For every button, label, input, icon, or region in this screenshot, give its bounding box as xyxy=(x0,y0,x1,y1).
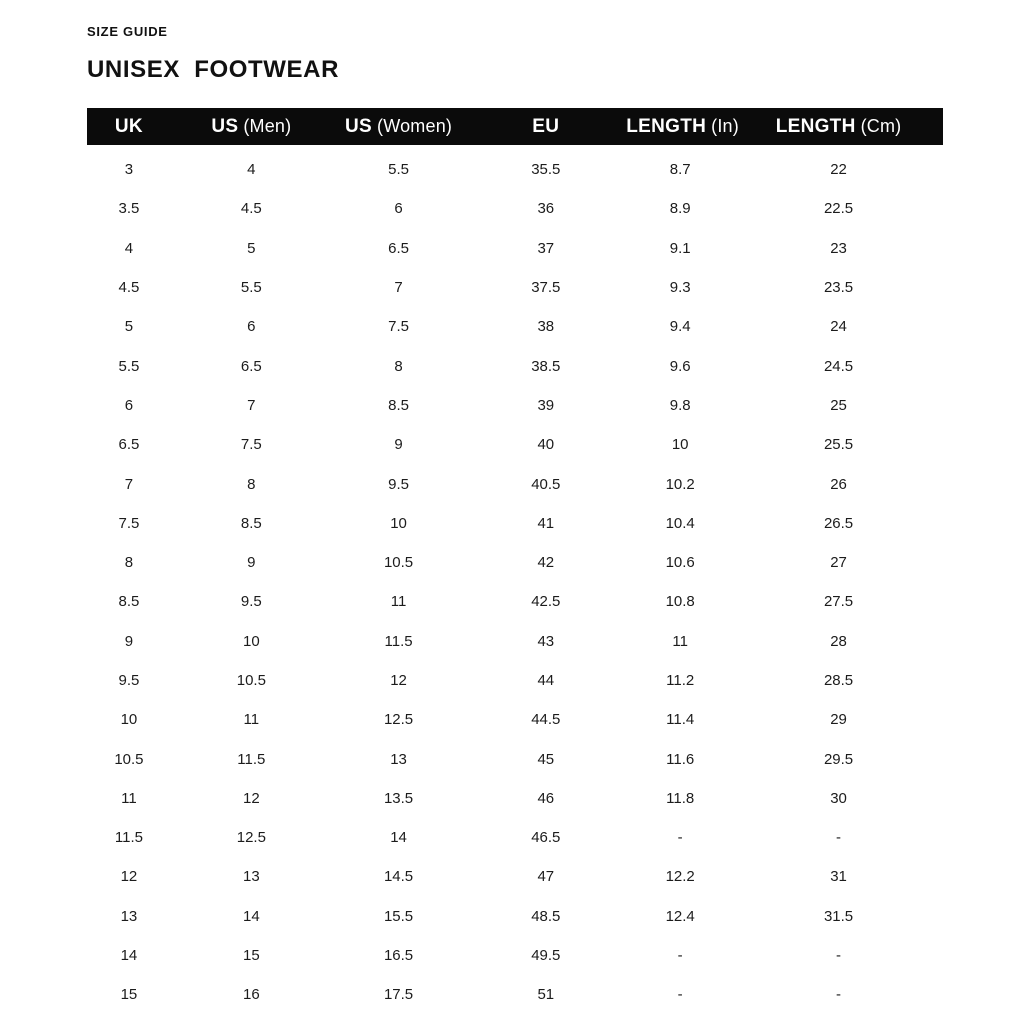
size-cell: 9 xyxy=(124,632,134,650)
size-cell: 38 xyxy=(537,318,555,336)
size-cell: 9.1 xyxy=(669,239,691,257)
column-header-us-men xyxy=(171,108,332,145)
size-cell: 47 xyxy=(537,868,555,886)
size-cell: - xyxy=(836,986,842,1004)
column-header-label: EU xyxy=(532,115,560,137)
size-cell: 4 xyxy=(247,161,256,179)
table-row xyxy=(87,150,943,189)
size-cell: 4.5 xyxy=(118,279,140,297)
table-row xyxy=(87,779,943,818)
size-cell: - xyxy=(677,986,683,1004)
size-cell: 9.6 xyxy=(669,357,691,375)
size-cell: - xyxy=(677,829,683,847)
size-cell: 11.2 xyxy=(666,672,695,689)
size-cell: 12.5 xyxy=(236,829,266,847)
size-cell: 14.5 xyxy=(383,868,414,886)
size-cell: 5.5 xyxy=(240,279,262,297)
size-cell: 10.4 xyxy=(665,514,695,532)
size-cell: 29.5 xyxy=(823,750,854,768)
size-cell: 9.5 xyxy=(388,475,409,493)
table-row xyxy=(87,425,943,464)
size-cell: 31 xyxy=(830,868,847,886)
size-cell: 7 xyxy=(124,475,134,493)
size-cell: 8 xyxy=(394,357,403,375)
size-cell: 49.5 xyxy=(531,947,561,965)
size-cell: 6.5 xyxy=(118,436,140,454)
size-cell: 5.5 xyxy=(388,161,409,179)
size-cell: 10.6 xyxy=(665,554,695,572)
size-cell: 41 xyxy=(537,514,555,532)
size-cell: 11.6 xyxy=(666,750,695,768)
size-cell: 40 xyxy=(537,436,555,454)
size-cell: 6 xyxy=(394,200,403,218)
size-cell: 27 xyxy=(830,554,847,572)
size-cell: 28.5 xyxy=(823,672,854,689)
size-cell: 26 xyxy=(830,475,847,493)
size-cell: 11.4 xyxy=(666,711,695,729)
size-table-body xyxy=(87,145,943,1015)
size-cell: 9 xyxy=(394,436,403,454)
size-cell: 15 xyxy=(242,947,260,965)
size-cell: 13.5 xyxy=(383,789,414,807)
size-cell: 9.5 xyxy=(118,672,140,689)
table-row xyxy=(87,229,943,268)
size-cell: 45 xyxy=(537,750,555,768)
size-cell: 30 xyxy=(830,789,847,807)
size-cell: 10.2 xyxy=(665,475,695,493)
size-cell: 24 xyxy=(830,318,847,336)
size-cell: 40.5 xyxy=(531,475,561,493)
size-cell: 9 xyxy=(247,554,256,572)
size-cell: 51 xyxy=(537,986,555,1004)
size-cell: 15.5 xyxy=(383,907,414,925)
page-title: UNISEX FOOTWEAR xyxy=(87,56,340,83)
column-header-uk xyxy=(87,108,171,145)
size-cell: 11.5 xyxy=(237,750,266,768)
size-cell: 44 xyxy=(537,672,555,689)
table-row xyxy=(87,543,943,582)
column-header-us-women xyxy=(332,108,466,145)
table-row xyxy=(87,189,943,228)
size-cell: 12 xyxy=(390,672,407,689)
size-cell: 5 xyxy=(124,318,134,336)
size-cell: 3.5 xyxy=(118,200,140,218)
size-cell: 28 xyxy=(830,632,847,650)
size-cell: 44.5 xyxy=(531,711,561,729)
size-cell: 25 xyxy=(830,396,847,414)
size-cell: 6.5 xyxy=(388,239,409,257)
size-cell: 31.5 xyxy=(823,907,854,925)
size-cell: 11 xyxy=(672,632,688,650)
size-cell: 12.5 xyxy=(383,711,414,729)
size-cell: 10.8 xyxy=(665,593,695,611)
size-cell: 8.5 xyxy=(388,396,409,414)
size-cell: 22 xyxy=(830,161,847,179)
size-cell: 8.7 xyxy=(669,161,691,179)
size-cell: 10 xyxy=(120,711,138,729)
size-cell: 25.5 xyxy=(823,436,854,454)
column-header-label: LENGTH xyxy=(626,115,707,137)
table-row xyxy=(87,936,943,975)
size-cell: 38.5 xyxy=(531,357,561,375)
column-header-length-in xyxy=(626,108,739,145)
size-cell: 9.3 xyxy=(669,279,691,297)
size-cell: 23.5 xyxy=(823,279,854,297)
column-header-sublabel: (Cm) xyxy=(860,115,902,136)
table-row xyxy=(87,622,943,661)
table-row xyxy=(87,739,943,778)
size-cell: 4.5 xyxy=(240,200,262,218)
size-cell: 17.5 xyxy=(383,986,414,1004)
table-row xyxy=(87,582,943,621)
size-cell: 5.5 xyxy=(118,357,140,375)
size-cell: 24.5 xyxy=(823,357,854,375)
size-cell: - xyxy=(677,947,683,965)
size-cell: 9.8 xyxy=(669,396,691,414)
table-row xyxy=(87,661,943,700)
size-cell: 3 xyxy=(124,161,134,179)
size-cell: 10 xyxy=(390,514,407,532)
column-header-sublabel: (In) xyxy=(711,115,739,136)
size-cell: 42 xyxy=(537,554,555,572)
table-row xyxy=(87,975,943,1014)
size-cell: 7 xyxy=(394,279,403,297)
size-cell: 8.9 xyxy=(669,200,691,218)
table-row xyxy=(87,346,943,385)
table-row xyxy=(87,268,943,307)
size-cell: 12.2 xyxy=(665,868,695,886)
size-cell: 46 xyxy=(537,789,555,807)
size-cell: 7.5 xyxy=(388,318,409,336)
size-cell: - xyxy=(836,947,842,965)
size-table xyxy=(87,108,943,1015)
size-cell: 8.5 xyxy=(118,593,140,611)
size-cell: 27.5 xyxy=(823,593,854,611)
size-cell: 16.5 xyxy=(383,947,414,965)
size-cell: 8 xyxy=(124,554,134,572)
size-cell: 23 xyxy=(830,239,847,257)
column-header-sublabel: (Women) xyxy=(377,115,453,136)
size-cell: 11 xyxy=(243,711,260,729)
header-row xyxy=(87,108,943,145)
column-header-label: US xyxy=(211,115,239,137)
size-cell: 39 xyxy=(537,396,555,414)
size-table-header xyxy=(87,108,943,145)
size-cell: 10.5 xyxy=(114,750,144,768)
size-cell: 5 xyxy=(247,239,256,257)
size-cell: 48.5 xyxy=(531,907,561,925)
size-cell: 7.5 xyxy=(118,514,140,532)
size-cell: 35.5 xyxy=(531,161,561,179)
size-cell: 42.5 xyxy=(531,593,561,611)
column-header-label: US xyxy=(345,115,373,137)
size-cell: 7 xyxy=(247,396,256,414)
size-cell: 14 xyxy=(120,947,138,965)
size-cell: 12 xyxy=(242,789,260,807)
size-cell: 11.8 xyxy=(666,789,695,807)
table-row xyxy=(87,700,943,739)
size-cell: 7.5 xyxy=(240,436,262,454)
size-cell: 11 xyxy=(390,593,407,611)
column-header-label: LENGTH xyxy=(775,115,856,137)
size-cell: 10.5 xyxy=(383,554,414,572)
table-row xyxy=(87,818,943,857)
table-row xyxy=(87,307,943,346)
table-row xyxy=(87,504,943,543)
size-cell: 12 xyxy=(120,868,138,886)
column-header-length-cm xyxy=(734,108,943,145)
size-cell: 13 xyxy=(120,907,138,925)
size-cell: 22.5 xyxy=(823,200,854,218)
size-cell: 15 xyxy=(120,986,138,1004)
size-cell: 12.4 xyxy=(665,907,695,925)
size-cell: 16 xyxy=(242,986,260,1004)
table-row xyxy=(87,386,943,425)
size-cell: 8 xyxy=(247,475,256,493)
size-cell: 8.5 xyxy=(240,514,262,532)
size-cell: 43 xyxy=(537,632,555,650)
size-cell: 37 xyxy=(537,239,555,257)
size-cell: 14 xyxy=(242,907,260,925)
column-header-sublabel: (Men) xyxy=(243,115,292,136)
table-row xyxy=(87,464,943,503)
size-cell: 11 xyxy=(121,789,137,807)
size-cell: 36 xyxy=(537,200,555,218)
size-cell: 10.5 xyxy=(236,672,266,689)
size-cell: 10 xyxy=(242,632,260,650)
size-cell: 6 xyxy=(247,318,256,336)
size-cell: 9.5 xyxy=(240,593,262,611)
size-cell: 10 xyxy=(671,436,689,454)
size-cell: - xyxy=(836,829,842,847)
size-cell: 4 xyxy=(124,239,134,257)
table-row xyxy=(87,857,943,896)
size-cell: 11.5 xyxy=(384,632,413,650)
column-header-label: UK xyxy=(114,115,143,137)
size-cell: 6 xyxy=(124,396,134,414)
size-cell: 9.4 xyxy=(669,318,691,336)
size-cell: 13 xyxy=(242,868,260,886)
size-cell: 29 xyxy=(830,711,847,729)
size-cell: 14 xyxy=(390,829,407,847)
column-header-eu xyxy=(465,108,626,145)
page-eyebrow: SIZE GUIDE xyxy=(87,24,168,39)
size-cell: 6.5 xyxy=(240,357,262,375)
size-cell: 37.5 xyxy=(531,279,561,297)
size-cell: 13 xyxy=(390,750,407,768)
size-cell: 11.5 xyxy=(114,829,143,847)
size-cell: 26.5 xyxy=(823,514,854,532)
table-row xyxy=(87,897,943,936)
size-cell: 46.5 xyxy=(531,829,561,847)
